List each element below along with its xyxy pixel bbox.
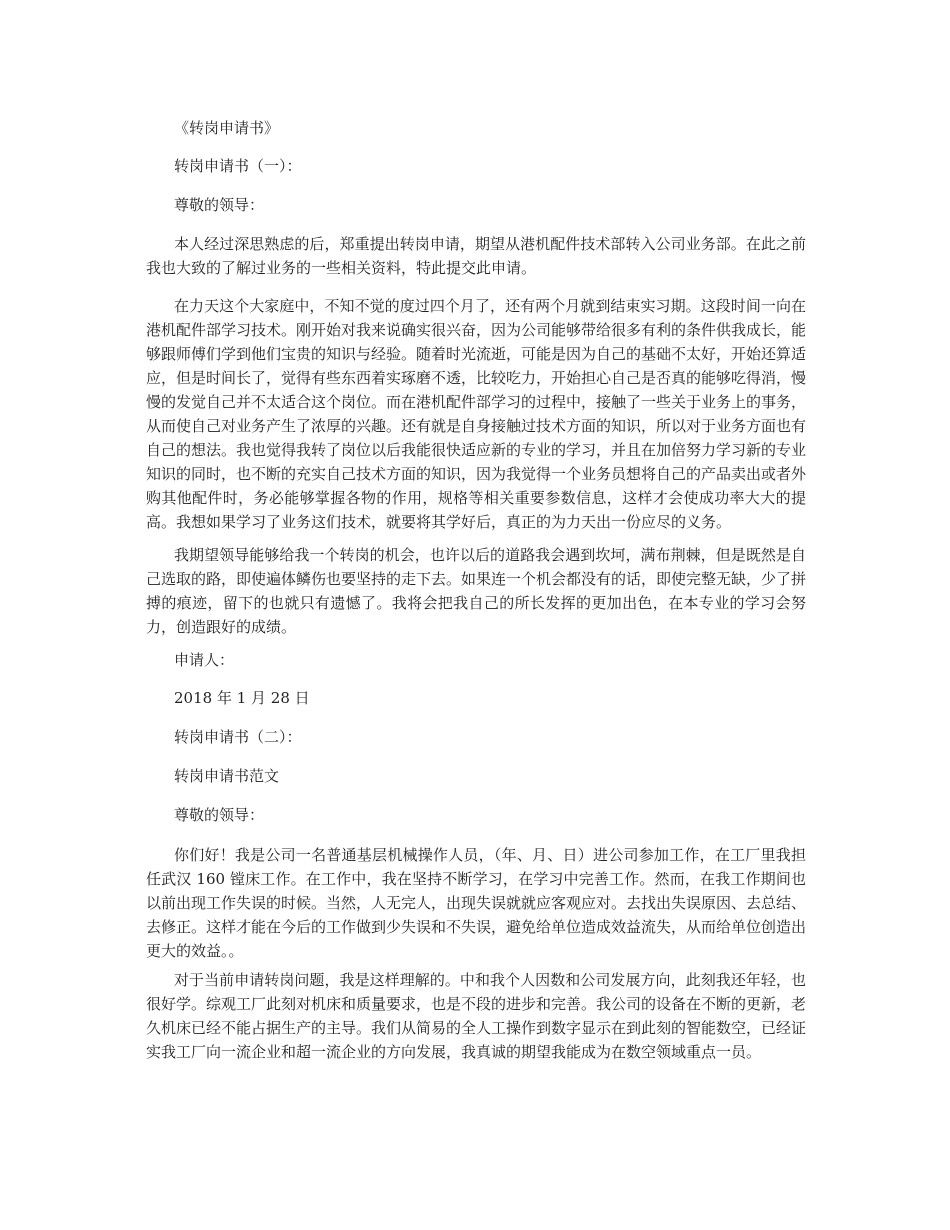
salutation-1: 尊敬的领导： (174, 196, 265, 214)
salutation-2: 尊敬的领导： (174, 806, 265, 824)
paragraph-4: 你们好！我是公司一名普通基层机械操作人员，（年、月、日）进公司参加工作，在工厂里我担任武汉 160 镗床工作。在工作中，我在坚持不断学习，在学习中完善工作。然而，在我工作期间也以前出现工作失误的时候。当然，人无完人，出现失误就就应客观应对。去找出失误原因、去总结、去修正。这样才能在今后的工作做到少失误和不失误，避免给单位造成效益流失，从而给单位创造出更大的效益。。 (146, 846, 807, 960)
paragraph-2: 在力天这个大家庭中，不知不觉的度过四个月了，还有两个月就到结束实习期。这段时间一向在港机配件部学习技术。刚开始对我来说确实很兴奋，因为公司能够带给很多有利的条件供我成长，能够跟师傅们学到他们宝贵的知识与经验。随着时光流逝，可能是因为自己的基础不太好，开始还算适应，但是时间长了，觉得有些东西着实琢磨不透，比较吃力，开始担心自己是否真的能够吃得消，慢慢的发觉自己并不太适合这个岗位。而在港机配件部学习的过程中，接触了一些关于业务上的事务，从而使自己对业务产生了浓厚的兴趣。还有就是自身接触过技术方面的知识，所以对于业务方面也有自己的想法。我也觉得我转了岗位以后我能很快适应新的专业的学习，并且在加倍努力学习新的专业知识的同时，也不断的充实自己技术方面的知识，因为我觉得一个业务员想将自己的产品卖出或者外购其他配件时，务必能够掌握各物的作用，规格等相关重要参数信息，这样才会使成功率大大的提高。我想如果学习了业务这们技术，就要将其学好后，真正的为力天出一份应尽的义务。 (146, 297, 807, 531)
applicant-label: 申请人： (174, 651, 235, 669)
date-line: 2018 年 1 月 28 日 (174, 689, 310, 707)
paragraph-1: 本人经过深思熟虑的后，郑重提出转岗申请，期望从港机配件技术部转入公司业务部。在此之前我也大致的了解过业务的一些相关资料，特此提交此申请。 (146, 235, 806, 277)
document-title: 《转岗申请书》 (174, 119, 280, 137)
paragraph-3: 我期望领导能够给我一个转岗的机会，也许以后的道路我会遇到坎坷，满布荆棘，但是既然是自己选取的路，即使遍体鳞伤也要坚持的走下去。如果连一个机会都没有的话，即使完整无缺，少了拼搏的痕迹，留下的也就只有遗憾了。我将会把我自己的所长发挥的更加出色，在本专业的学习会努力，创造跟好的成绩。 (146, 546, 807, 636)
document-page (146, 0, 806, 1230)
section-heading-1: 转岗申请书（一）： (174, 157, 302, 175)
section-heading-2: 转岗申请书（二）： (174, 728, 302, 746)
sample-heading: 转岗申请书范文 (174, 767, 280, 785)
paragraph-5: 对于当前申请转岗问题，我是这样理解的。中和我个人因数和公司发展方向，此刻我还年轻，也很好学。综观工厂此刻对机床和质量要求，也是不段的进步和完善。我公司的设备在不断的更新，老久机床已经不能占据生产的主导。我们从简易的全人工操作到数字显示在到此刻的智能数空，已经证实我工厂向一流企业和超一流企业的方向发展，我真诚的期望我能成为在数空领域重点一员。 (146, 971, 807, 1061)
